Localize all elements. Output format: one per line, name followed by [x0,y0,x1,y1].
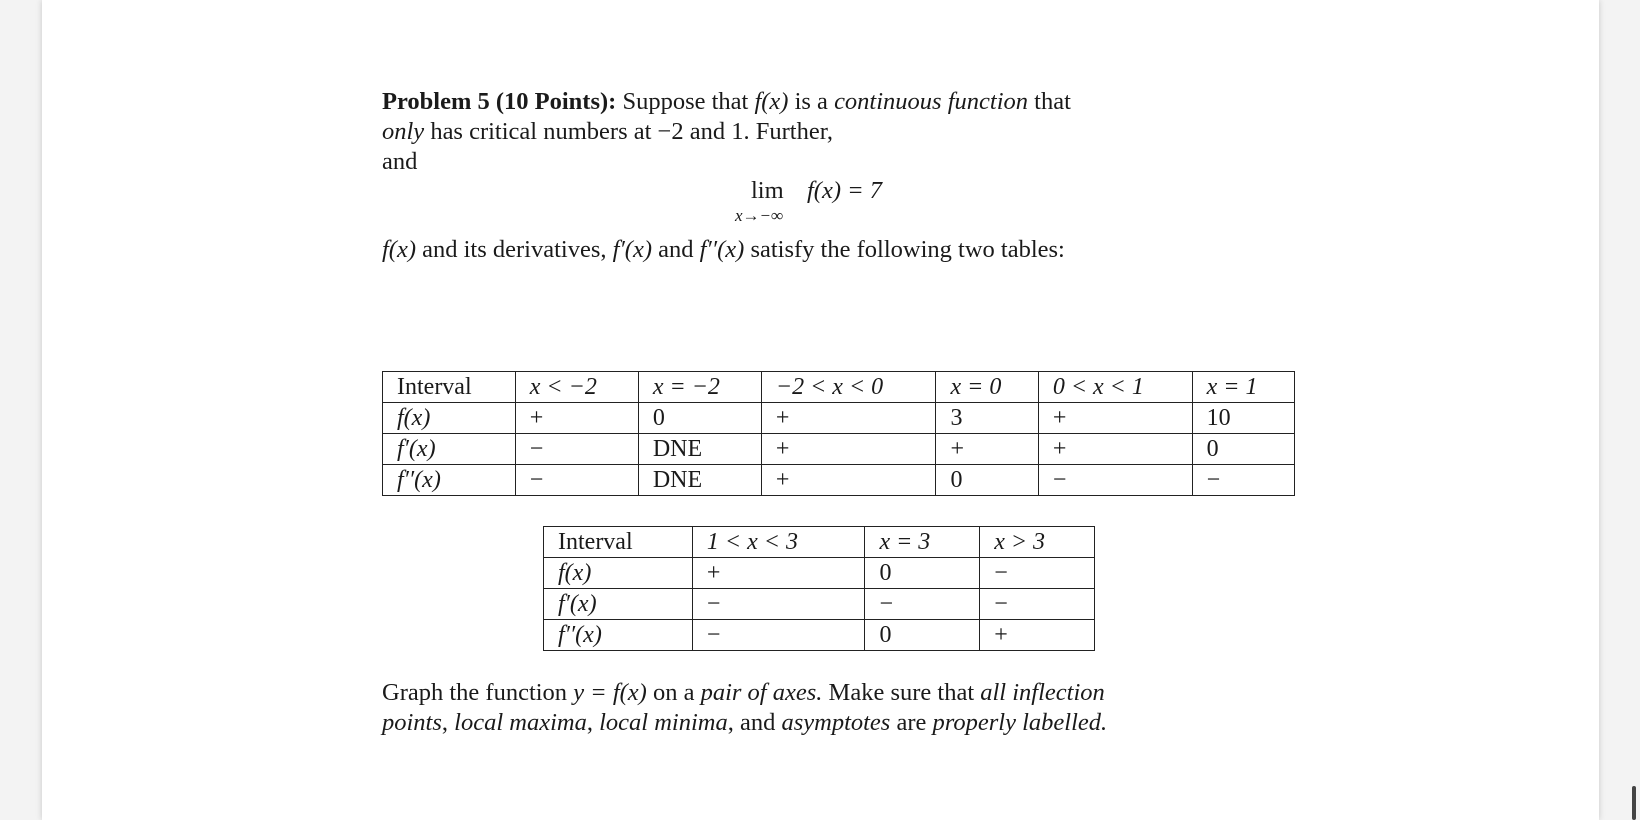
table-header-cell: x = 3 [865,527,980,558]
row-label: f(x) [383,403,516,434]
problem-line-2 [382,117,833,147]
table-header-cell: 1 < x < 3 [692,527,865,558]
table-cell: 0 [865,620,980,651]
text: that [1028,88,1071,115]
sign-table-1 [382,371,1295,496]
table-header-cell: Interval [544,527,693,558]
text: is a [788,88,835,115]
row-label: f′(x) [544,589,693,620]
emphasis-continuous-function: continuous function [834,88,1029,115]
table-cell: + [936,434,1038,465]
table-row [383,434,1295,465]
text: , [586,709,600,736]
table-cell: + [692,558,865,589]
table-row [544,558,1095,589]
table-header-cell: 0 < x < 1 [1038,372,1192,403]
problem-line-4 [382,235,1065,265]
table-row [544,589,1095,620]
table-cell: − [1192,465,1294,496]
table-row [383,465,1295,496]
emphasis-all-inflection: all inflection [980,679,1105,706]
table-row [383,403,1295,434]
problem-line-1 [382,87,1071,117]
math-fdoubleprime: f′′(x) [699,236,745,263]
table-cell: + [761,403,936,434]
table-header-row [544,527,1095,558]
emphasis-local-maxima: local maxima [454,709,587,736]
table-cell: − [1038,465,1192,496]
table-cell: DNE [638,434,761,465]
table-cell: 10 [1192,403,1294,434]
table-header-cell: x > 3 [980,527,1095,558]
table-cell: 3 [936,403,1038,434]
text: Graph the function [382,679,574,706]
table-cell: − [692,589,865,620]
table-header-cell: x = 0 [936,372,1038,403]
text: and its derivatives, [416,236,613,263]
closing-line-1 [382,678,1105,708]
text: , and [727,709,782,736]
table-cell: 0 [865,558,980,589]
table-cell: 0 [1192,434,1294,465]
limit-word: lim [751,177,784,204]
row-label: f′′(x) [383,465,516,496]
closing-line-2 [382,708,1107,738]
table-cell: − [865,589,980,620]
table-header-cell: x = −2 [638,372,761,403]
emphasis-asymptotes: asymptotes [781,709,891,736]
table-header-cell: x < −2 [515,372,638,403]
table-cell: DNE [638,465,761,496]
math-fx: f(x) [382,236,416,263]
text: on a [646,679,701,706]
table-cell: + [515,403,638,434]
emphasis-local-minima: local minima [599,709,728,736]
limit-expression [733,177,933,237]
table-header-cell: x = 1 [1192,372,1294,403]
emphasis-points: points [382,709,442,736]
math-fx: f(x) [754,88,789,115]
text: Make sure that [822,679,981,706]
table-cell: − [980,558,1095,589]
row-label: f′′(x) [544,620,693,651]
table-cell: − [692,620,865,651]
table-cell: + [980,620,1095,651]
math-equation: y = f(x) [573,679,647,706]
table-cell: + [761,465,936,496]
table-row [544,620,1095,651]
emphasis-pair-of-axes: pair of axes. [700,679,823,706]
text: and [652,236,700,263]
limit-subscript: x→−∞ [735,206,784,225]
text: satisfy the following two tables: [744,236,1065,263]
text: , [441,709,455,736]
table-cell: − [515,434,638,465]
emphasis-properly-labelled: properly labelled. [932,709,1108,736]
problem-line-3: and [382,148,418,175]
problem-heading: Problem 5 (10 Points): [382,88,617,115]
table-cell: + [1038,434,1192,465]
table-cell: 0 [638,403,761,434]
table-header-cell: −2 < x < 0 [761,372,936,403]
table-header-cell: Interval [383,372,516,403]
table-cell: 0 [936,465,1038,496]
text: has critical numbers at −2 and 1. Further, [424,118,833,145]
text: are [890,709,933,736]
table-cell: − [980,589,1095,620]
table-cell: + [1038,403,1192,434]
row-label: f′(x) [383,434,516,465]
sign-table-2 [543,526,1095,651]
text: Suppose that [622,88,755,115]
emphasis-only: only [382,118,425,145]
scrollbar[interactable] [1632,786,1636,820]
limit-value: f(x) = 7 [807,177,883,204]
row-label: f(x) [544,558,693,589]
math-fprime: f′(x) [612,236,652,263]
table-cell: + [761,434,936,465]
table-header-row [383,372,1295,403]
table-cell: − [515,465,638,496]
